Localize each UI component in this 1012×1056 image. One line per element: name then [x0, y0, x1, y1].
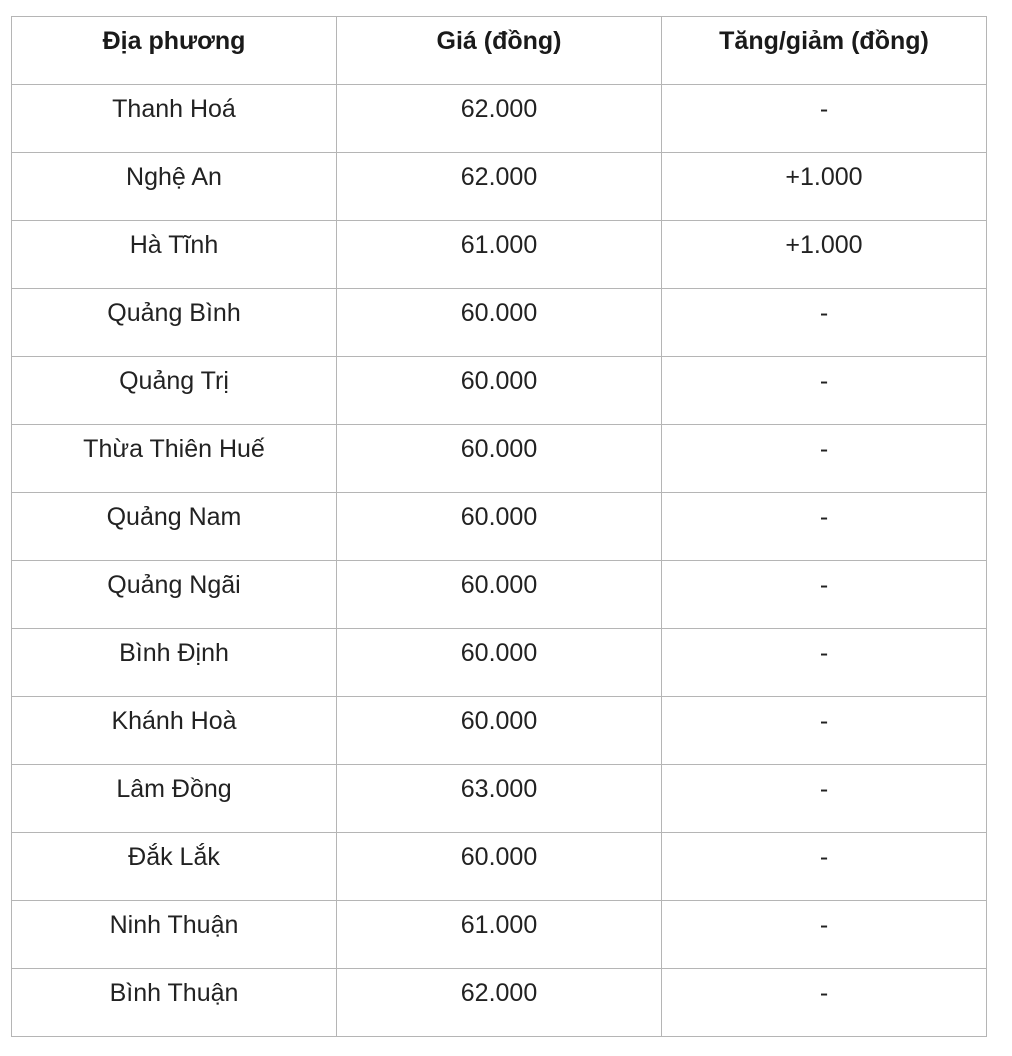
cell-change-text: -: [819, 571, 829, 599]
cell-location-text: Bình Thuận: [109, 979, 239, 1007]
cell-price: [337, 289, 662, 357]
cell-change-text: -: [819, 503, 829, 531]
price-table-container: [11, 16, 987, 1037]
cell-price-text: 60.000: [460, 367, 538, 395]
cell-location-text: Lâm Đồng: [116, 775, 232, 803]
cell-price: [337, 969, 662, 1037]
cell-location-text: Hà Tĩnh: [129, 231, 219, 259]
cell-location-text: Bình Định: [119, 639, 229, 667]
cell-location: [12, 493, 337, 561]
cell-change: [662, 221, 987, 289]
table-row: [12, 85, 987, 153]
cell-location: [12, 153, 337, 221]
cell-change-text: -: [819, 95, 829, 123]
cell-price-text: 60.000: [460, 435, 538, 463]
cell-change: [662, 833, 987, 901]
cell-location: [12, 697, 337, 765]
cell-location: [12, 969, 337, 1037]
cell-location: [12, 85, 337, 153]
table-row: [12, 833, 987, 901]
table-row: [12, 697, 987, 765]
cell-price: [337, 493, 662, 561]
cell-price: [337, 833, 662, 901]
cell-price-text: 62.000: [460, 163, 538, 191]
cell-change-text: -: [819, 911, 829, 939]
cell-change-text: -: [819, 435, 829, 463]
cell-price-text: 60.000: [460, 299, 538, 327]
table-row: [12, 969, 987, 1037]
table-row: [12, 425, 987, 493]
cell-change: [662, 493, 987, 561]
table-row: [12, 221, 987, 289]
cell-change-text: -: [819, 367, 829, 395]
cell-location-text: Nghệ An: [126, 163, 222, 191]
cell-location-text: Khánh Hoà: [111, 707, 237, 735]
cell-price-text: 60.000: [460, 571, 538, 599]
cell-change-text: -: [819, 979, 829, 1007]
cell-change: [662, 901, 987, 969]
table-row: [12, 493, 987, 561]
cell-change: [662, 765, 987, 833]
cell-change-text: +1.000: [785, 163, 863, 191]
cell-location-text: Quảng Trị: [119, 367, 229, 395]
cell-price: [337, 221, 662, 289]
cell-price: [337, 85, 662, 153]
table-header-row: [12, 17, 987, 85]
cell-location-text: Thanh Hoá: [112, 95, 236, 123]
cell-location-text: Ninh Thuận: [109, 911, 239, 939]
table-body: [12, 85, 987, 1037]
cell-price-text: 60.000: [460, 503, 538, 531]
cell-change: [662, 697, 987, 765]
table-row: [12, 765, 987, 833]
cell-price-text: 61.000: [460, 911, 538, 939]
cell-change: [662, 425, 987, 493]
cell-location: [12, 629, 337, 697]
cell-price: [337, 425, 662, 493]
cell-price-text: 62.000: [460, 979, 538, 1007]
table-row: [12, 901, 987, 969]
header-price: [337, 17, 662, 85]
cell-change-text: +1.000: [785, 231, 863, 259]
table-row: [12, 357, 987, 425]
header-change-label: Tăng/giảm (đồng): [719, 27, 929, 55]
cell-change-text: -: [819, 299, 829, 327]
cell-price-text: 61.000: [460, 231, 538, 259]
cell-price: [337, 765, 662, 833]
cell-price: [337, 357, 662, 425]
cell-location: [12, 765, 337, 833]
table-row: [12, 289, 987, 357]
cell-price-text: 62.000: [460, 95, 538, 123]
cell-change: [662, 357, 987, 425]
table-row: [12, 629, 987, 697]
cell-price-text: 63.000: [460, 775, 538, 803]
header-location: [12, 17, 337, 85]
cell-price-text: 60.000: [460, 843, 538, 871]
price-table: [11, 16, 987, 1037]
cell-location: [12, 357, 337, 425]
cell-price: [337, 901, 662, 969]
cell-location-text: Thừa Thiên Huế: [83, 435, 265, 463]
cell-change: [662, 85, 987, 153]
cell-change: [662, 289, 987, 357]
cell-change: [662, 969, 987, 1037]
cell-price: [337, 153, 662, 221]
cell-change-text: -: [819, 775, 829, 803]
header-location-label: Địa phương: [102, 27, 246, 55]
cell-location: [12, 561, 337, 629]
cell-change: [662, 629, 987, 697]
cell-change-text: -: [819, 843, 829, 871]
cell-change: [662, 561, 987, 629]
cell-location: [12, 833, 337, 901]
cell-location: [12, 425, 337, 493]
header-price-label: Giá (đồng): [436, 27, 562, 55]
table-row: [12, 153, 987, 221]
cell-price: [337, 629, 662, 697]
cell-location: [12, 221, 337, 289]
cell-price: [337, 697, 662, 765]
cell-location: [12, 289, 337, 357]
cell-location-text: Quảng Ngãi: [107, 571, 241, 599]
cell-change-text: -: [819, 639, 829, 667]
cell-price: [337, 561, 662, 629]
cell-change-text: -: [819, 707, 829, 735]
header-change: [662, 17, 987, 85]
cell-location-text: Quảng Bình: [107, 299, 241, 327]
cell-location-text: Đắk Lắk: [128, 843, 220, 871]
table-row: [12, 561, 987, 629]
cell-price-text: 60.000: [460, 639, 538, 667]
cell-location: [12, 901, 337, 969]
cell-price-text: 60.000: [460, 707, 538, 735]
cell-change: [662, 153, 987, 221]
cell-location-text: Quảng Nam: [106, 503, 242, 531]
